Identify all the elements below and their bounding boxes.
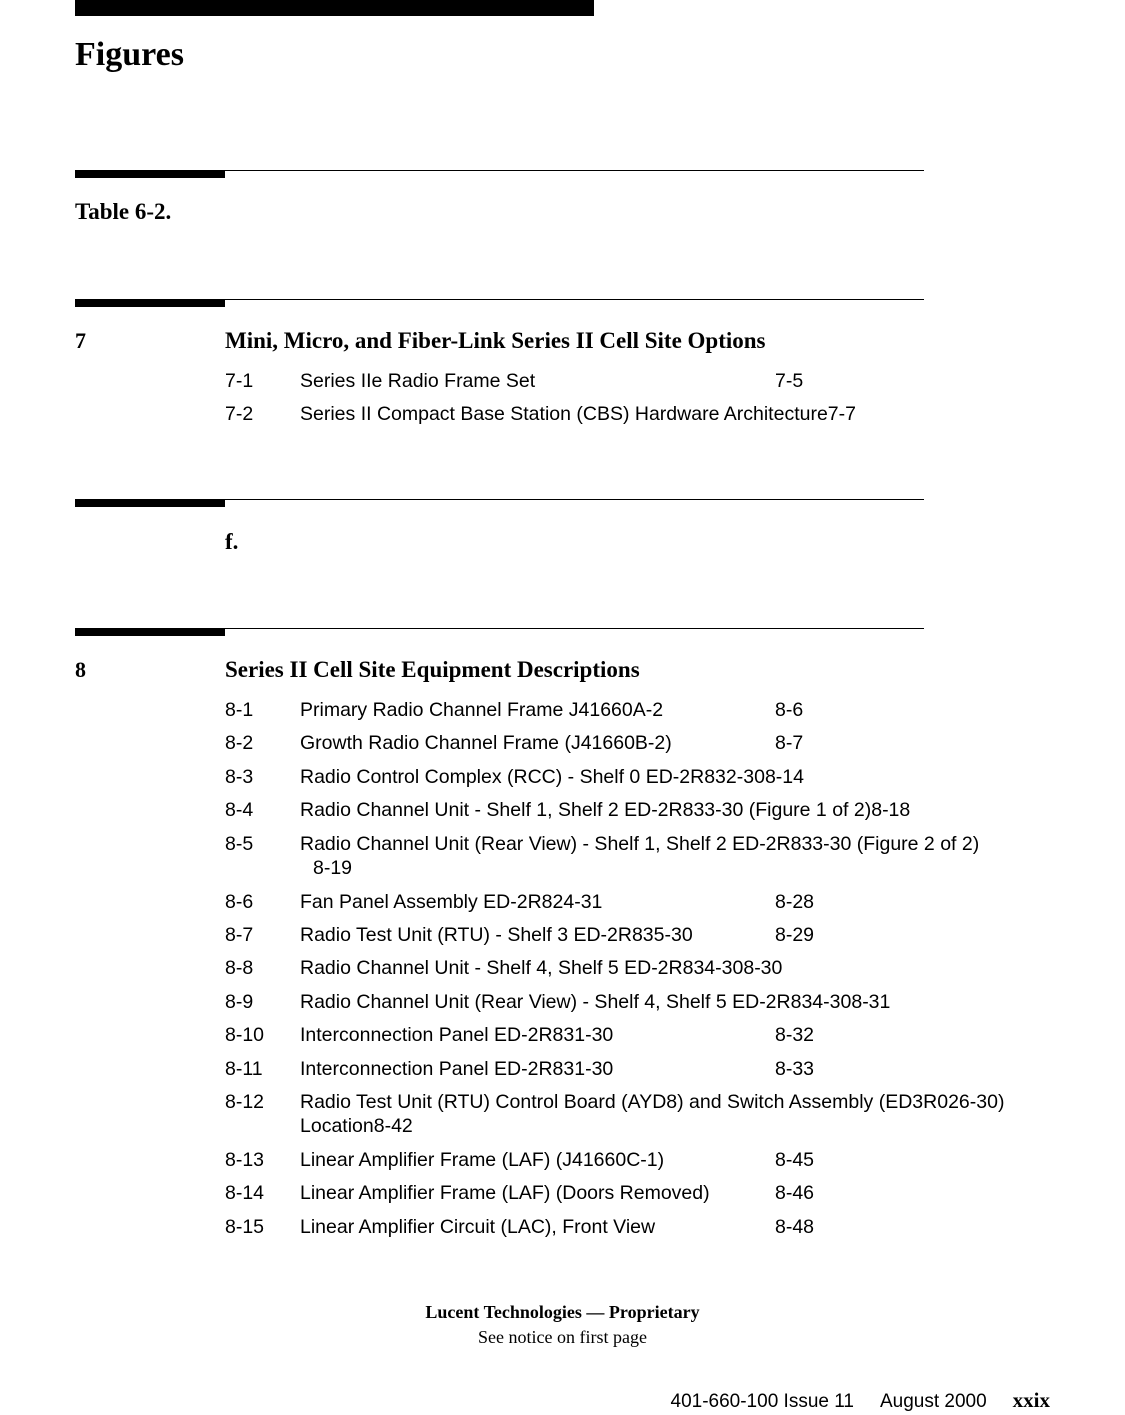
figure-page: 8-28 bbox=[775, 890, 815, 913]
figure-page: 8-6 bbox=[775, 699, 804, 721]
chapter-title: Mini, Micro, and Fiber-Link Series II Cell Site Options bbox=[225, 328, 766, 353]
figure-number: 8-14 bbox=[225, 1182, 265, 1205]
figure-page: 8-30 bbox=[743, 957, 783, 980]
figure-number: 8-6 bbox=[225, 890, 254, 913]
figure-list bbox=[225, 698, 1055, 1248]
figure-title: Radio Channel Unit (Rear View) - Shelf 1, Shelf 2 ED-2R833-30 (Figure 2 of 2) bbox=[300, 832, 980, 855]
figure-number: 7-1 bbox=[225, 370, 254, 392]
figure-page: 8-7 bbox=[775, 732, 804, 755]
figure-title: Linear Amplifier Frame (LAF) (J41660C-1) bbox=[300, 1148, 665, 1171]
figure-page: 8-42 bbox=[373, 1114, 413, 1137]
figure-title: Radio Channel Unit - Shelf 1, Shelf 2 ED-2R833-30 (Figure 1 of 2) bbox=[300, 799, 872, 822]
figure-title: Linear Amplifier Frame (LAF) (Doors Removed) bbox=[300, 1182, 710, 1205]
figure-page: 8-31 bbox=[851, 990, 891, 1013]
figure-title: Primary Radio Channel Frame J41660A-2 bbox=[300, 699, 664, 721]
figure-entry[interactable] bbox=[225, 832, 1055, 890]
figure-entry[interactable] bbox=[225, 1215, 1055, 1248]
figure-number: 8-7 bbox=[225, 923, 254, 946]
figure-title: Radio Channel Unit - Shelf 4, Shelf 5 ED-2R834-30 bbox=[300, 957, 744, 980]
figure-title: Fan Panel Assembly ED-2R824-31 bbox=[300, 890, 603, 913]
figure-page: 7-5 bbox=[775, 370, 804, 392]
figure-page: 8-14 bbox=[764, 765, 804, 788]
figure-entry[interactable] bbox=[225, 1090, 1055, 1148]
figure-page: 8-48 bbox=[775, 1215, 815, 1238]
figure-page: 8-29 bbox=[775, 923, 815, 946]
figure-number: 8-10 bbox=[225, 1024, 265, 1047]
header-bar bbox=[75, 0, 594, 16]
document-number: 401-660-100 Issue 11 bbox=[670, 1391, 854, 1412]
figure-number: 8-12 bbox=[225, 1090, 265, 1113]
footer-notice: See notice on first page bbox=[478, 1327, 647, 1347]
figure-title: Radio Test Unit (RTU) Control Board (AYD8) and Switch Assembly (ED3R026-30) Location bbox=[300, 1090, 1005, 1137]
figure-entry[interactable] bbox=[225, 923, 1055, 956]
figure-number: 8-5 bbox=[225, 832, 254, 855]
figure-title: Linear Amplifier Circuit (LAC), Front View bbox=[300, 1215, 656, 1238]
figure-page: 7-7 bbox=[827, 403, 856, 426]
figure-title: Interconnection Panel ED-2R831-30 bbox=[300, 1024, 614, 1047]
figure-number: 8-1 bbox=[225, 699, 254, 721]
figure-title: Growth Radio Channel Frame (J41660B-2) bbox=[300, 732, 672, 755]
figure-number: 8-3 bbox=[225, 765, 254, 788]
figure-page: 8-46 bbox=[775, 1182, 815, 1205]
figure-title: Series IIe Radio Frame Set bbox=[300, 370, 536, 392]
figure-number: 8-11 bbox=[225, 1057, 263, 1080]
table-reference: Table 6-2. bbox=[75, 199, 172, 224]
figure-entry[interactable] bbox=[225, 798, 1055, 831]
figure-entry[interactable] bbox=[225, 1057, 1055, 1090]
figure-entry[interactable] bbox=[225, 956, 1055, 989]
issue-date: August 2000 bbox=[879, 1391, 987, 1412]
figure-entry[interactable] bbox=[225, 1148, 1055, 1181]
figure-page: 8-45 bbox=[775, 1148, 815, 1171]
figure-number: 8-13 bbox=[225, 1148, 265, 1171]
chapter-number: 7 bbox=[75, 328, 86, 353]
figure-entry[interactable] bbox=[225, 1023, 1055, 1056]
figure-entry[interactable] bbox=[225, 890, 1055, 923]
figure-entry[interactable] bbox=[225, 990, 1055, 1023]
section-divider bbox=[75, 499, 924, 508]
footer-proprietary: Lucent Technologies — Proprietary bbox=[425, 1302, 700, 1322]
figure-number: 8-15 bbox=[225, 1215, 265, 1238]
figure-title: Radio Control Complex (RCC) - Shelf 0 ED-2R832-30 bbox=[300, 765, 765, 788]
section-divider bbox=[75, 628, 924, 637]
figure-number: 8-4 bbox=[225, 799, 254, 822]
figure-number: 8-9 bbox=[225, 990, 254, 1013]
figure-title: Radio Test Unit (RTU) - Shelf 3 ED-2R835-30 bbox=[300, 923, 693, 946]
figure-number: 8-2 bbox=[225, 732, 254, 755]
figure-number: 7-2 bbox=[225, 403, 254, 426]
chapter-title: Series II Cell Site Equipment Descriptions bbox=[225, 657, 640, 682]
figure-entry[interactable] bbox=[225, 698, 1055, 731]
section-divider bbox=[75, 170, 924, 179]
page-number: xxix bbox=[1012, 1388, 1050, 1412]
figure-title: Series II Compact Base Station (CBS) Hardware Architecture bbox=[300, 403, 828, 426]
figure-list bbox=[225, 369, 1055, 436]
figure-page: 8-33 bbox=[775, 1057, 815, 1080]
figure-page: 8-19 bbox=[313, 856, 353, 879]
page-footer bbox=[671, 1388, 1051, 1415]
figure-number: 8-8 bbox=[225, 957, 254, 980]
figure-entry[interactable] bbox=[225, 369, 1055, 402]
figure-page: 8-32 bbox=[775, 1024, 815, 1047]
section-divider bbox=[75, 299, 924, 308]
figure-entry[interactable] bbox=[225, 731, 1055, 764]
chapter-number: 8 bbox=[75, 657, 86, 682]
section-fragment: f. bbox=[225, 529, 239, 554]
figure-entry[interactable] bbox=[225, 1181, 1055, 1214]
figure-entry[interactable] bbox=[225, 765, 1055, 798]
figure-title: Radio Channel Unit (Rear View) - Shelf 4, Shelf 5 ED-2R834-30 bbox=[300, 990, 852, 1013]
page-title: Figures bbox=[75, 36, 184, 73]
figure-title: Interconnection Panel ED-2R831-30 bbox=[300, 1057, 614, 1080]
figure-entry[interactable] bbox=[225, 402, 1055, 435]
figure-page: 8-18 bbox=[871, 799, 911, 822]
